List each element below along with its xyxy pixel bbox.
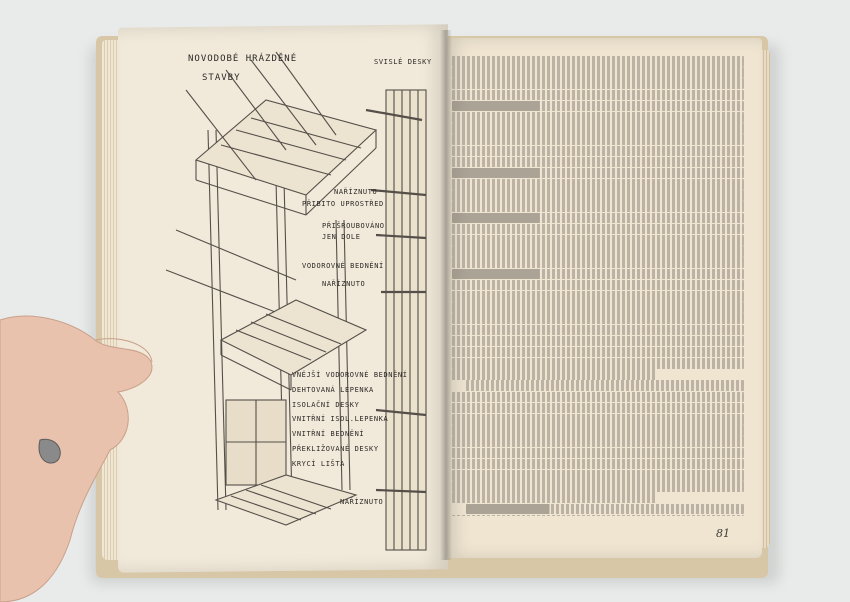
hand (0, 300, 170, 602)
drawing-label: VNĚJŠÍ VODOROVNÉ BEDNĚNÍ (292, 371, 408, 379)
construction-drawing-svg (126, 30, 442, 565)
drawing-label: PŘIBITO UPROSTŘED (302, 200, 384, 208)
drawing-label: NAŘÍZNUTO (322, 280, 366, 288)
drawing-label: NAŘÍZNUTO (334, 188, 378, 196)
drawing-label: VNITŘNÍ ISOL.LEPENKA (292, 415, 389, 423)
drawing-label: ISOLAČNÍ DESKY (292, 401, 360, 409)
drawing-label: JEN DOLE (322, 233, 361, 241)
drawing-label: DEHTOVANÁ LEPENKA (292, 386, 374, 394)
right-page-text-block (452, 56, 744, 516)
drawing-label: VNITŘNÍ BEDNĚNÍ (292, 430, 365, 438)
drawing-label: SVISLÉ DESKY (374, 58, 432, 66)
drawing-label: PŘEKLIŽOVANÉ DESKY (292, 445, 379, 453)
drawing-title-line1: NOVODOBÉ HRÁZDĚNÉ (188, 54, 298, 64)
construction-drawing (126, 30, 442, 565)
drawing-label: KRYCÍ LIŠTA (292, 460, 345, 468)
drawing-label: NAŘÍZNUTO (340, 498, 384, 506)
drawing-title-line2: STAVBY (202, 73, 241, 83)
drawing-label: PŘIŠROUBOVÁNO (322, 222, 385, 230)
drawing-label: VODOROVNÉ BEDNĚNÍ (302, 262, 384, 270)
page-number: 81 (716, 527, 730, 540)
